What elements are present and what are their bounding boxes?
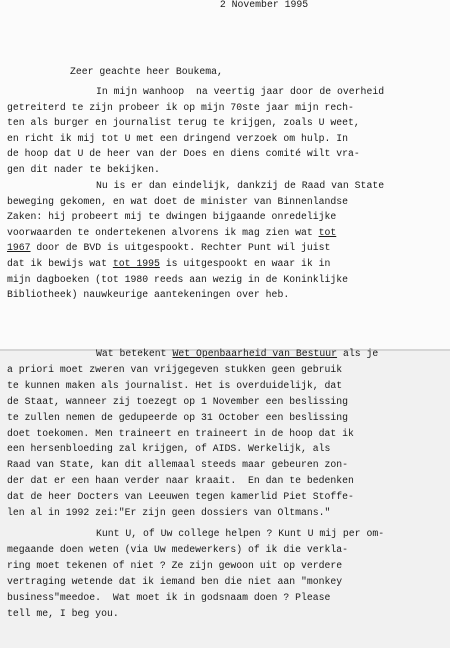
text-line xyxy=(7,162,160,178)
text-line xyxy=(7,146,360,162)
underlined-text: tot xyxy=(318,226,337,238)
text-line xyxy=(7,574,342,590)
text-run: getreiterd te zijn probeer ik op mijn 70ste jaar mijn rech- xyxy=(7,101,354,113)
text-run: Nu is er dan eindelijk, dankzij de Raad van State xyxy=(96,180,385,191)
text-line xyxy=(7,287,289,303)
text-line xyxy=(7,426,354,442)
text-line xyxy=(96,526,384,542)
text-run: vertraging wetende dat ik iemand ben die niet aan "monkey xyxy=(7,575,343,587)
text-run: dat ik bewijs wat xyxy=(7,258,113,269)
text-run: en richt ik mij tot U met een dringend verzoek om hulp. In xyxy=(7,132,348,144)
text-run: In mijn wanhoop na veertig jaar door de overheid xyxy=(96,86,385,97)
text-run: beweging gekomen, en wat doet de minister van Binnenlandse xyxy=(7,195,348,207)
underlined-text: tot 1995 xyxy=(112,258,160,269)
text-line xyxy=(7,194,348,210)
letter-date: 2 November 1995 xyxy=(219,0,309,10)
text-line xyxy=(7,225,336,241)
text-line xyxy=(7,473,354,489)
text-run: tell me, I beg you. xyxy=(7,607,119,619)
text-run: business"meedoe. Wat moet ik in godsnaam doen ? Please xyxy=(7,591,331,603)
text-run: Kunt U, of Uw college helpen ? Kunt U mij per om- xyxy=(96,528,385,539)
text-line xyxy=(7,489,354,505)
text-run: Bibliotheek) nauwkeurige aantekeningen over heb. xyxy=(7,289,290,301)
text-run: te zullen nemen de gedupeerde op 31 October een beslissing xyxy=(7,411,348,423)
text-line xyxy=(7,378,342,394)
text-run: Zaken: hij probeert mij te dwingen bijgaande onredelijke xyxy=(7,211,337,223)
text-run: door de BVD is uitgespookt. Rechter Punt wil juist xyxy=(30,242,331,254)
underlined-text: Wet Openbaarheid van Bestuur xyxy=(172,348,338,359)
text-run: ten als burger en journalist terug te krijgen, zoals U weet, xyxy=(7,117,360,129)
salutation: Zeer geachte heer Boukema, xyxy=(70,66,223,77)
text-run: als je xyxy=(337,348,379,359)
text-line xyxy=(7,606,119,622)
text-line xyxy=(7,362,342,378)
text-line xyxy=(7,590,330,606)
text-line xyxy=(96,178,384,194)
text-line xyxy=(7,441,330,457)
text-line xyxy=(7,209,336,225)
text-run: een hersenbloeding zal krijgen, of AIDS. Werkelijk, als xyxy=(7,443,331,455)
text-line xyxy=(7,542,348,558)
underlined-text: 1967 xyxy=(7,242,31,254)
text-line xyxy=(7,256,330,272)
text-line xyxy=(7,410,348,426)
text-run: de hoop dat U de heer van der Does en diens comité wilt vra- xyxy=(7,148,360,160)
text-run: te kunnen maken als journalist. Het is overduidelijk, dat xyxy=(7,379,343,391)
text-line xyxy=(7,457,348,473)
text-line xyxy=(7,394,348,410)
text-run: Raad van State, kan dit allemaal steeds maar gebeuren zon- xyxy=(7,459,348,471)
text-line xyxy=(7,240,330,256)
text-run: ring moet tekenen of niet ? Ze zijn gewoon uit op verdere xyxy=(7,559,343,571)
text-run: doet toekomen. Men traineert en traineert in de hoop dat ik xyxy=(7,427,354,439)
text-line xyxy=(7,558,342,574)
text-line xyxy=(7,100,354,116)
text-line xyxy=(96,346,378,362)
text-run: Wat betekent xyxy=(96,348,173,359)
text-line xyxy=(7,115,360,131)
text-line xyxy=(7,131,348,147)
text-line xyxy=(7,272,348,288)
text-run: mijn dagboeken (tot 1980 reeds aan wezig in de Koninklijke xyxy=(7,273,348,285)
text-run: dat de heer Docters van Leeuwen tegen kamerlid Piet Stoffe- xyxy=(7,491,354,503)
text-line xyxy=(7,505,330,521)
text-run: voorwaarden te ondertekenen alvorens ik mag zien wat xyxy=(7,226,319,238)
text-run: der dat er een haan verder naar kraait. En dan te bedenken xyxy=(7,475,354,487)
text-run: len al in 1992 zei:"Er zijn geen dossiers van Oltmans." xyxy=(7,507,331,518)
text-run: de Staat, wanneer zij toezegt op 1 November een beslissing xyxy=(7,395,348,407)
text-line xyxy=(96,84,384,100)
text-run: is uitgespookt en waar ik in xyxy=(159,258,331,269)
text-run: a priori moet zweren van vrijgegeven stukken geen gebruik xyxy=(7,363,343,375)
text-run: gen dit nader te bekijken. xyxy=(7,164,160,175)
text-run: megaande doen weten (via Uw medewerkers) of ik die verkla- xyxy=(7,543,348,555)
